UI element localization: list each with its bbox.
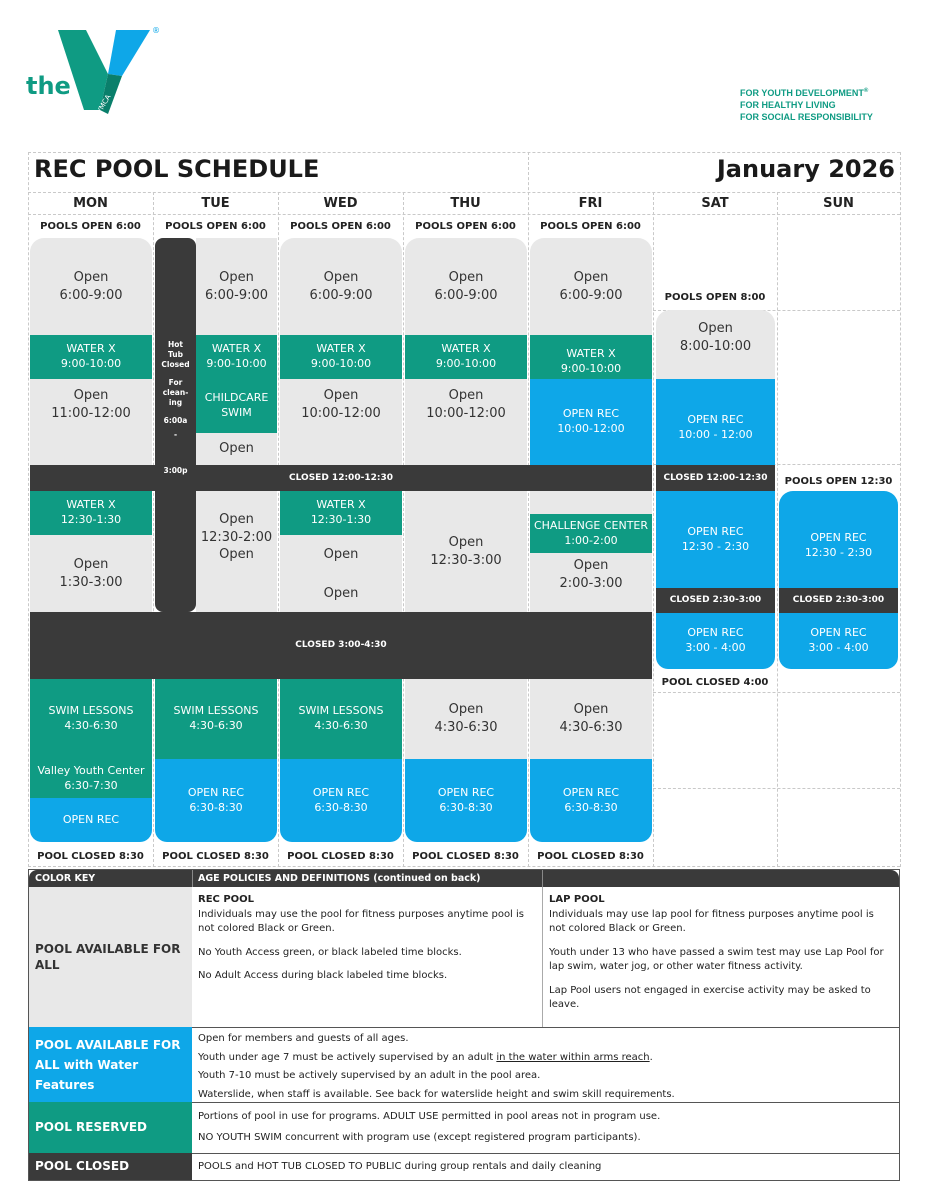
- closed-noon-band: CLOSED 12:00-12:30: [30, 465, 652, 491]
- color-key-table: [28, 869, 900, 1181]
- mon-water-x-afternoon: WATER X 12:30-1:30: [30, 491, 152, 535]
- key-row4-text: POOLS and HOT TUB CLOSED TO PUBLIC during group rentals and daily cleaning: [198, 1161, 602, 1172]
- taglines: [740, 85, 900, 123]
- day-wed: WED: [323, 196, 358, 211]
- key-head-mid: AGE POLICIES AND DEFINITIONS (continued on back): [198, 873, 481, 884]
- sat-open-rec-morning: OPEN REC 10:00 - 12:00: [656, 379, 775, 465]
- fri-open-morning: Open 6:00-9:00: [530, 238, 652, 335]
- key-row2-swatch: POOL AVAILABLE FOR ALL with Water Features: [29, 1027, 192, 1102]
- key-rec-pool: [198, 893, 534, 993]
- tue-open-rec: OPEN REC 6:30-8:30: [155, 759, 277, 842]
- tue-open-late: Open: [196, 433, 277, 465]
- logo-reg: ®: [152, 26, 160, 35]
- pool-closed-tue: POOL CLOSED 8:30: [162, 851, 269, 862]
- wed-open-late-morning: Open 10:00-12:00: [280, 379, 402, 465]
- fri-open-evening: Open 4:30-6:30: [530, 679, 652, 759]
- thu-water-x: WATER X 9:00-10:00: [405, 335, 527, 379]
- pool-closed-wed: POOL CLOSED 8:30: [287, 851, 394, 862]
- wed-open-afternoon-1: Open: [280, 535, 402, 575]
- mon-open-morning: Open 6:00-9:00: [30, 238, 152, 335]
- hot-tub-closed-bar: Hot Tub Closed For clean- ing 6:00a - 3:00p: [155, 238, 196, 612]
- thu-open-rec: OPEN REC 6:30-8:30: [405, 759, 527, 842]
- fri-challenge-center: CHALLENGE CENTER 1:00-2:00: [530, 514, 652, 553]
- sat-closed-noon: CLOSED 12:00-12:30: [656, 465, 775, 491]
- mon-open-afternoon: Open 1:30-3:00: [30, 535, 152, 612]
- lap-title: LAP POOL: [549, 894, 605, 905]
- sat-closed-afternoon: CLOSED 2:30-3:00: [656, 588, 775, 613]
- sat-open-rec-afternoon: OPEN REC 3:00 - 4:00: [656, 613, 775, 669]
- pool-closed-thu: POOL CLOSED 8:30: [412, 851, 519, 862]
- pool-closed-mon: POOL CLOSED 8:30: [37, 851, 144, 862]
- logo-word: the: [26, 72, 71, 100]
- row2-line-4: Waterslide, when staff is available. See back for waterslide height and swim skill requirements.: [198, 1088, 675, 1100]
- sun-open-rec-midday: OPEN REC 12:30 - 2:30: [779, 491, 898, 588]
- thu-open-morning: Open 6:00-9:00: [405, 238, 527, 335]
- wed-open-morning: Open 6:00-9:00: [280, 238, 402, 335]
- mon-open-rec: OPEN REC: [30, 798, 152, 842]
- thu-open-late-morning: Open 10:00-12:00: [405, 379, 527, 465]
- tagline-1: FOR YOUTH DEVELOPMENT: [740, 88, 864, 98]
- row3-line-1: Portions of pool in use for programs. ADULT USE permitted in pool areas not in program use.: [198, 1111, 661, 1122]
- pools-open-sat: POOLS OPEN 8:00: [664, 292, 766, 303]
- thu-open-evening: Open 4:30-6:30: [405, 679, 527, 759]
- sun-closed-afternoon: CLOSED 2:30-3:00: [779, 588, 898, 613]
- tagline-reg: ®: [863, 88, 869, 94]
- tue-childcare-swim: CHILDCARE SWIM: [196, 379, 277, 433]
- rec-line-1: Individuals may use the pool for fitness purposes anytime pool is not colored Black or Green.: [198, 908, 525, 934]
- tue-open-afternoon: Open 12:30-2:00 Open: [196, 491, 277, 612]
- mon-valley-youth: Valley Youth Center 6:30-7:30: [30, 759, 152, 798]
- lap-line-1: Individuals may use lap pool for fitness purposes anytime pool is not colored Black or Green.: [549, 908, 874, 934]
- tagline-3: FOR SOCIAL RESPONSIBILITY: [740, 112, 873, 122]
- page-title: REC POOL SCHEDULE: [34, 155, 320, 183]
- row3-line-2: NO YOUTH SWIM concurrent with program use (except registered program participants).: [198, 1132, 641, 1143]
- schedule-month: January 2026: [716, 155, 895, 183]
- day-sat: SAT: [701, 196, 729, 211]
- day-fri: FRI: [578, 196, 603, 211]
- day-thu: THU: [450, 196, 481, 211]
- pool-closed-sat: POOL CLOSED 4:00: [661, 677, 769, 688]
- sun-open-rec-afternoon: OPEN REC 3:00 - 4:00: [779, 613, 898, 669]
- wed-open-afternoon-2: Open: [280, 575, 402, 612]
- rec-line-3: No Adult Access during black labeled time blocks.: [198, 970, 448, 981]
- fri-water-x: WATER X 9:00-10:00: [530, 335, 652, 379]
- thu-open-afternoon: Open 12:30-3:00: [405, 491, 527, 612]
- key-row3-swatch: POOL RESERVED: [29, 1102, 192, 1153]
- pools-open-fri: POOLS OPEN 6:00: [540, 221, 641, 232]
- day-sun: SUN: [823, 196, 854, 211]
- row2-line-3: Youth 7-10 must be actively supervised by an adult in the pool area.: [198, 1070, 541, 1081]
- fri-open-rec-morning: OPEN REC 10:00-12:00: [530, 379, 652, 465]
- wed-open-rec: OPEN REC 6:30-8:30: [280, 759, 402, 842]
- pools-open-thu: POOLS OPEN 6:00: [415, 221, 516, 232]
- pool-closed-fri: POOL CLOSED 8:30: [537, 851, 644, 862]
- wed-swim-lessons: SWIM LESSONS 4:30-6:30: [280, 679, 402, 759]
- fri-gray-gap: [530, 491, 652, 514]
- tue-open-morning: Open 6:00-9:00: [196, 238, 277, 335]
- lap-line-2: Youth under 13 who have passed a swim test may use Lap Pool for lap swim, water jog, or other water fitness activity.: [549, 946, 884, 972]
- key-row2-text: [198, 1030, 888, 1104]
- logo-ymca: YMCA: [95, 93, 113, 115]
- wed-water-x: WATER X 9:00-10:00: [280, 335, 402, 379]
- fri-open-afternoon: Open 2:00-3:00: [530, 553, 652, 612]
- key-head-left: COLOR KEY: [35, 873, 96, 884]
- mon-water-x: WATER X 9:00-10:00: [30, 335, 152, 379]
- mon-open-late-morning: Open 11:00-12:00: [30, 379, 152, 465]
- day-tue: TUE: [201, 196, 230, 211]
- tue-water-x: WATER X 9:00-10:00: [196, 335, 277, 379]
- key-row4-swatch: POOL CLOSED: [29, 1153, 192, 1180]
- sat-open-rec-midday: OPEN REC 12:30 - 2:30: [656, 491, 775, 588]
- fri-open-rec-evening: OPEN REC 6:30-8:30: [530, 759, 652, 842]
- pools-open-sun: POOLS OPEN 12:30: [784, 476, 893, 487]
- pools-open-wed: POOLS OPEN 6:00: [290, 221, 391, 232]
- rec-title: REC POOL: [198, 894, 255, 905]
- row2-line-2: Youth under age 7 must be actively supervised by an adult in the water within arms reach.: [198, 1051, 653, 1063]
- lap-line-3: Lap Pool users not engaged in exercise activity may be asked to leave.: [549, 984, 871, 1010]
- rec-line-2: No Youth Access green, or black labeled time blocks.: [198, 946, 462, 958]
- key-row1-swatch: POOL AVAILABLE FOR ALL: [29, 887, 192, 1027]
- pools-open-tue: POOLS OPEN 6:00: [165, 221, 266, 232]
- row2-line-1: Open for members and guests of all ages.: [198, 1033, 409, 1044]
- tue-swim-lessons: SWIM LESSONS 4:30-6:30: [155, 679, 277, 759]
- closed-afternoon-band: CLOSED 3:00-4:30: [30, 612, 652, 679]
- day-mon: MON: [73, 196, 108, 211]
- mon-swim-lessons: SWIM LESSONS 4:30-6:30: [30, 679, 152, 759]
- wed-water-x-afternoon: WATER X 12:30-1:30: [280, 491, 402, 535]
- pools-open-mon: POOLS OPEN 6:00: [40, 221, 141, 232]
- tagline-2: FOR HEALTHY LIVING: [740, 100, 836, 110]
- key-row3-text: [198, 1106, 888, 1148]
- key-lap-pool: [549, 893, 889, 1022]
- sat-open-morning: Open 8:00-10:00: [656, 310, 775, 379]
- ymca-logo: [24, 24, 164, 124]
